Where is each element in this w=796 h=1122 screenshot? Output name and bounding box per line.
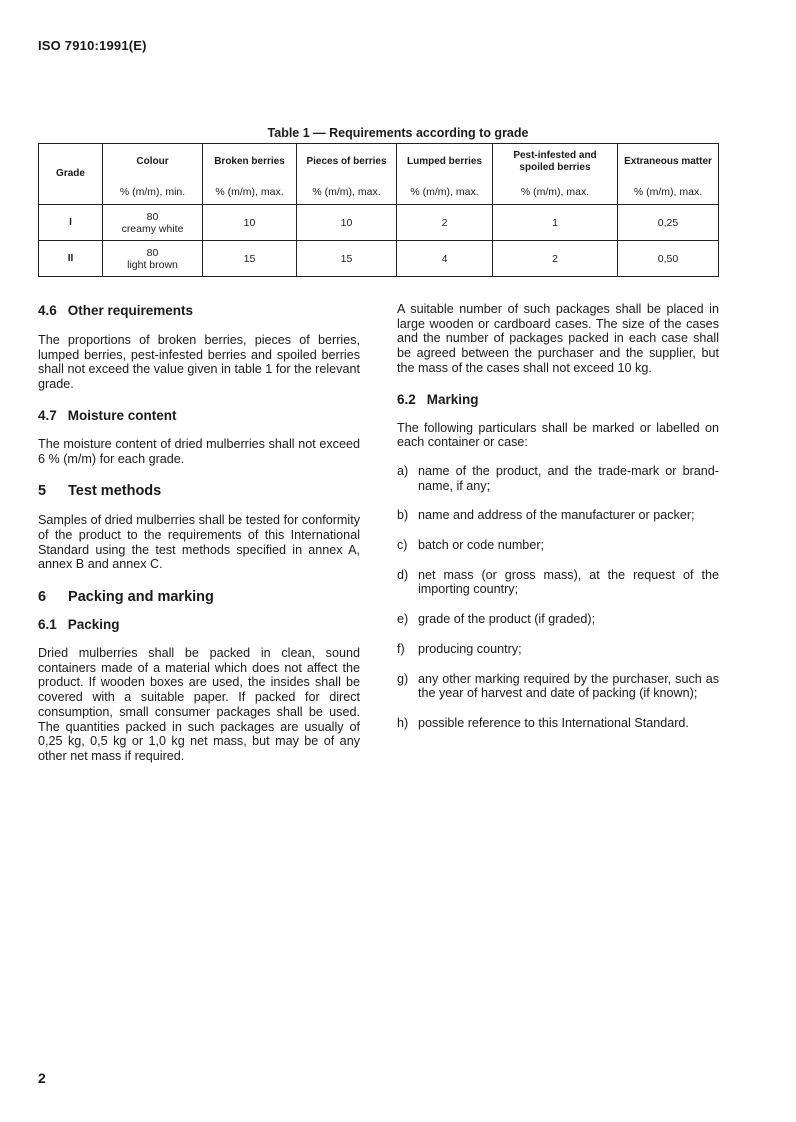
section-title: Packing and marking xyxy=(68,589,214,606)
unit-pieces: % (m/m), max. xyxy=(297,180,397,205)
heading-6-2 xyxy=(397,391,719,409)
list-item-text: producing country; xyxy=(418,641,522,656)
colour-name: creamy white xyxy=(121,222,184,235)
heading-4-7 xyxy=(38,407,360,425)
broken-cell: 15 xyxy=(203,241,297,277)
colour-name: light brown xyxy=(127,258,178,271)
table-row xyxy=(39,205,719,241)
list-marker: c) xyxy=(397,538,408,553)
unit-extraneous: % (m/m), max. xyxy=(618,180,719,205)
paragraph-packing-continued: A suitable number of such packages shall be placed in large wooden or cardboard cases. The size of the cases and the number of packages packed in each case shall be agreed between the purchaser and the supplier, but the mass of the cases shall not exceed 10 kg. xyxy=(397,302,719,375)
column-header-pieces: Pieces of berries xyxy=(297,144,397,181)
list-marker: b) xyxy=(397,508,409,523)
list-marker: a) xyxy=(397,463,409,478)
heading-6-1 xyxy=(38,616,360,634)
column-header-pest: Pest-infested and spoiled berries xyxy=(493,144,618,181)
list-item-text: name and address of the manufacturer or packer; xyxy=(418,508,695,523)
lumped-cell: 2 xyxy=(397,205,493,241)
paragraph-packing: Dried mulberries shall be packed in clean, sound containers made of a material which does not affect the product. If wooden boxes are used, the insides shall be covered with a suitable paper. If packed for direct consumption, small consumer packages shall be used. The quantities packed in such packages are usually of 0,25 kg, 0,5 kg or 1,0 kg net mass, but may be of any other net mass if required. xyxy=(38,646,360,763)
pieces-cell: 10 xyxy=(297,205,397,241)
section-title: Test methods xyxy=(68,483,162,500)
list-marker: e) xyxy=(397,612,409,627)
section-number: 5 xyxy=(38,483,47,500)
section-title: Packing xyxy=(67,617,120,633)
paragraph-marking-intro: The following particulars shall be marked or labelled on each container or case: xyxy=(397,420,719,450)
list-marker: f) xyxy=(397,641,405,656)
list-item xyxy=(397,464,719,493)
column-header-broken: Broken berries xyxy=(203,144,297,181)
unit-pest: % (m/m), max. xyxy=(493,180,618,205)
list-item xyxy=(397,568,719,597)
column-header-lumped: Lumped berries xyxy=(397,144,493,181)
section-title: Moisture content xyxy=(67,407,177,423)
list-item-text: grade of the product (if graded); xyxy=(418,612,596,627)
unit-broken: % (m/m), max. xyxy=(203,180,297,205)
column-header-extraneous: Extraneous matter xyxy=(618,144,719,181)
heading-6 xyxy=(38,588,360,606)
column-header-colour: Colour xyxy=(103,144,203,181)
pest-cell: 1 xyxy=(493,205,618,241)
grade-cell: II xyxy=(39,241,103,277)
requirements-table xyxy=(38,143,719,277)
section-number: 6.1 xyxy=(38,617,57,633)
left-column xyxy=(38,302,360,764)
list-marker: h) xyxy=(397,715,409,730)
colour-value: 80 xyxy=(146,246,159,259)
colour-cell xyxy=(103,205,203,241)
column-header-grade: Grade xyxy=(39,144,103,205)
colour-cell xyxy=(103,241,203,277)
broken-cell: 10 xyxy=(203,205,297,241)
paragraph-other-requirements: The proportions of broken berries, pieces of berries, lumped berries, pest-infested berries and spoiled berries shall not exceed the value given in table 1 for the relevant grade. xyxy=(38,333,360,392)
list-marker: g) xyxy=(397,671,409,686)
list-item xyxy=(397,612,719,627)
list-item xyxy=(397,538,719,553)
list-item-text: net mass (or gross mass), at the request of the importing country; xyxy=(418,567,719,597)
unit-colour: % (m/m), min. xyxy=(103,180,203,205)
list-item-text: possible reference to this International Standard. xyxy=(418,715,689,730)
section-number: 6.2 xyxy=(397,391,416,407)
section-title: Marking xyxy=(426,391,479,407)
marking-list xyxy=(397,464,719,731)
section-number: 4.6 xyxy=(38,303,57,318)
document-header: ISO 7910:1991(E) xyxy=(38,38,147,53)
extraneous-cell: 0,25 xyxy=(618,205,719,241)
list-item xyxy=(397,642,719,657)
section-title: Other requirements xyxy=(67,303,194,318)
pest-cell: 2 xyxy=(493,241,618,277)
list-item xyxy=(397,672,719,701)
list-item-text: batch or code number; xyxy=(418,538,545,553)
pieces-cell: 15 xyxy=(297,241,397,277)
colour-value: 80 xyxy=(146,210,159,223)
section-number: 6 xyxy=(38,589,47,606)
grade-cell: I xyxy=(39,205,103,241)
table-title: Table 1 — Requirements according to grade xyxy=(267,126,529,140)
table-row xyxy=(39,241,719,277)
right-column xyxy=(397,302,719,731)
heading-5 xyxy=(38,482,360,500)
lumped-cell: 4 xyxy=(397,241,493,277)
list-item xyxy=(397,716,719,731)
paragraph-test-methods: Samples of dried mulberries shall be tested for conformity of the product to the requirements of this International Standard using the test methods specified in annex A, annex B and annex C. xyxy=(38,513,360,572)
list-item-text: any other marking required by the purchaser, such as the year of harvest and date of packing (if known); xyxy=(418,671,719,701)
list-item-text: name of the product, and the trade-mark or brand-name, if any; xyxy=(418,463,719,493)
list-item xyxy=(397,508,719,523)
section-number: 4.7 xyxy=(38,407,57,423)
page-number: 2 xyxy=(38,1070,46,1086)
paragraph-moisture-content: The moisture content of dried mulberries shall not exceed 6 % (m/m) for each grade. xyxy=(38,436,360,466)
extraneous-cell: 0,50 xyxy=(618,241,719,277)
unit-lumped: % (m/m), max. xyxy=(397,180,493,205)
list-marker: d) xyxy=(397,567,409,582)
heading-4-6 xyxy=(38,302,360,320)
